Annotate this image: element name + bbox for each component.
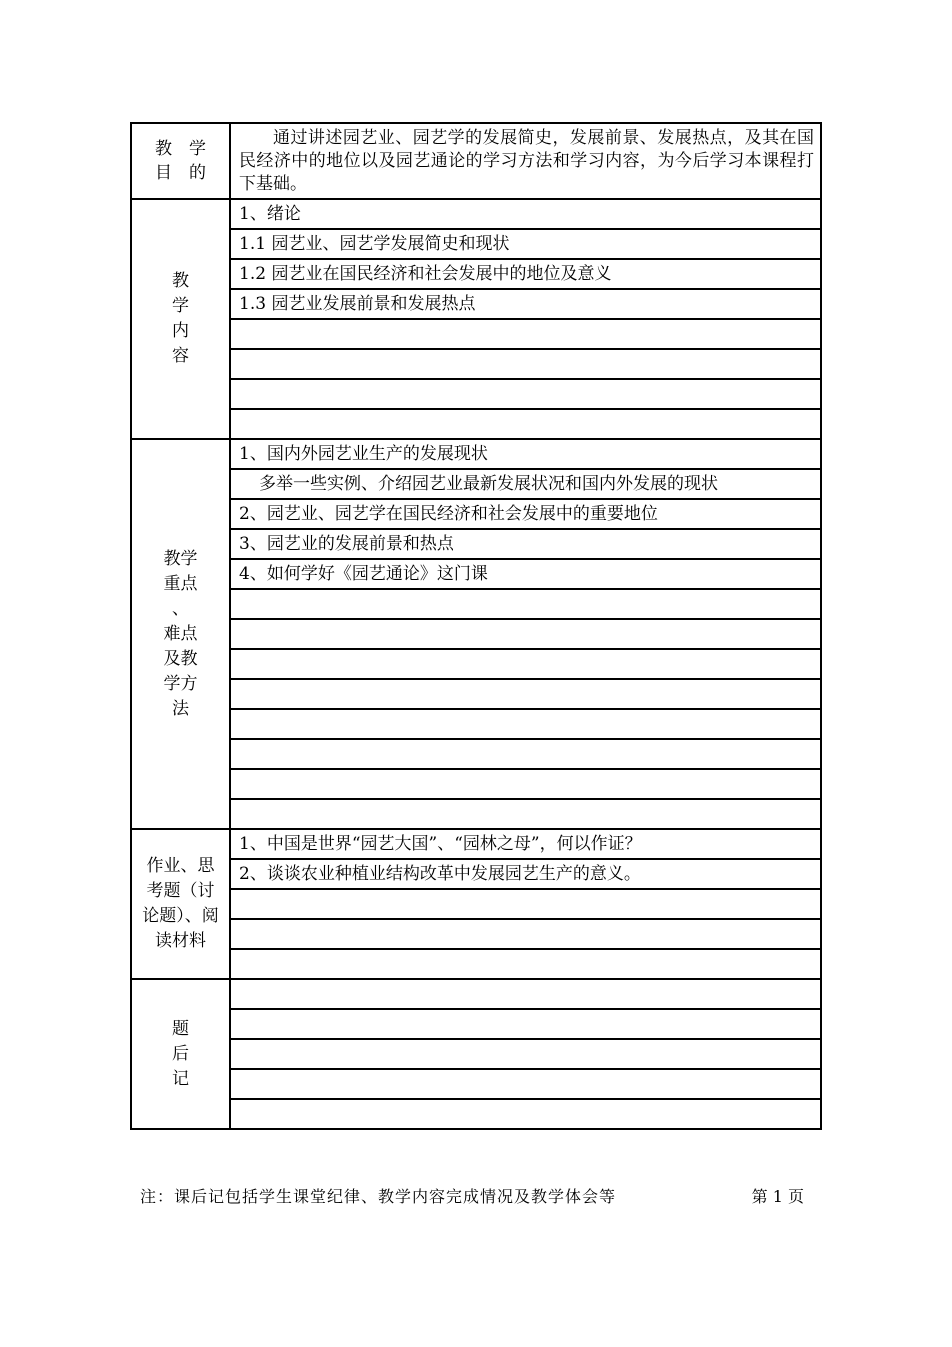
content-row bbox=[131, 259, 821, 289]
key-points-row bbox=[131, 589, 821, 619]
content-line bbox=[230, 379, 821, 409]
postscript-label-line: 后 bbox=[172, 1043, 189, 1064]
postscript-label bbox=[131, 979, 230, 1129]
key-points-line: 4、如何学好《园艺通论》这门课 bbox=[230, 559, 821, 589]
homework-line bbox=[230, 919, 821, 949]
homework-line bbox=[230, 949, 821, 979]
key-points-label-line: 法 bbox=[172, 698, 189, 719]
key-points-line bbox=[230, 619, 821, 649]
key-points-row bbox=[131, 769, 821, 799]
key-points-line bbox=[230, 649, 821, 679]
key-points-line bbox=[230, 739, 821, 769]
key-points-row bbox=[131, 559, 821, 589]
content-label-line: 教 bbox=[172, 271, 189, 291]
postscript-line bbox=[230, 1009, 821, 1039]
key-points-label bbox=[131, 439, 230, 829]
key-points-label-line: 及教 bbox=[163, 648, 198, 669]
objective-label bbox=[131, 123, 230, 199]
content-line: 1.1 园艺业、园艺学发展简史和现状 bbox=[230, 229, 821, 259]
homework-line bbox=[230, 889, 821, 919]
key-points-row bbox=[131, 739, 821, 769]
key-points-line: 2、园艺业、园艺学在国民经济和社会发展中的重要地位 bbox=[230, 499, 821, 529]
postscript-line bbox=[230, 979, 821, 1009]
homework-row bbox=[131, 889, 821, 919]
homework-row bbox=[131, 859, 821, 889]
homework-row bbox=[131, 949, 821, 979]
postscript-line bbox=[230, 1069, 821, 1099]
key-points-row bbox=[131, 529, 821, 559]
objective-label-line-2: 目 的 bbox=[155, 163, 206, 183]
objective-row bbox=[131, 123, 821, 199]
objective-text-cell bbox=[230, 123, 821, 199]
objective-label-line-1: 教 学 bbox=[155, 139, 206, 159]
content-row bbox=[131, 229, 821, 259]
homework-row bbox=[131, 829, 821, 859]
key-points-label-line: 、 bbox=[172, 598, 189, 619]
key-points-label-line: 教学 bbox=[163, 548, 198, 569]
footer-note: 注：课后记包括学生课堂纪律、教学内容完成情况及教学体会等 bbox=[140, 1187, 617, 1206]
key-points-row bbox=[131, 499, 821, 529]
content-label-line: 容 bbox=[172, 346, 189, 366]
postscript-line bbox=[230, 1099, 821, 1129]
key-points-line bbox=[230, 709, 821, 739]
page-number: 第 1 页 bbox=[751, 1187, 804, 1206]
homework-label-line: 考题（讨 bbox=[146, 881, 215, 901]
key-points-line: 3、园艺业的发展前景和热点 bbox=[230, 529, 821, 559]
content-label-line: 学 bbox=[172, 296, 189, 316]
content-row bbox=[131, 199, 821, 229]
key-points-line: 多举一些实例、介绍园艺业最新发展状况和国内外发展的现状 bbox=[230, 469, 821, 499]
objective-text: 通过讲述园艺业、园艺学的发展简史，发展前景、发展热点，及其在国民经济中的地位以及园艺通论的学习方法和学习内容，为今后学习本课程打下基础。 bbox=[239, 127, 814, 194]
postscript-row bbox=[131, 979, 821, 1009]
content-row bbox=[131, 319, 821, 349]
key-points-line: 1、国内外园艺业生产的发展现状 bbox=[230, 439, 821, 469]
key-points-line bbox=[230, 769, 821, 799]
postscript-label-line: 题 bbox=[172, 1018, 189, 1039]
content-row bbox=[131, 409, 821, 439]
content-row bbox=[131, 379, 821, 409]
key-points-row bbox=[131, 469, 821, 499]
postscript-row bbox=[131, 1009, 821, 1039]
content-line: 1.3 园艺业发展前景和发展热点 bbox=[230, 289, 821, 319]
homework-row bbox=[131, 919, 821, 949]
postscript-row bbox=[131, 1069, 821, 1099]
content-label bbox=[131, 199, 230, 439]
key-points-label-line: 重点 bbox=[163, 573, 198, 594]
content-row bbox=[131, 349, 821, 379]
homework-label-line: 作业、思 bbox=[146, 856, 215, 876]
postscript-line bbox=[230, 1039, 821, 1069]
content-line: 1.2 园艺业在国民经济和社会发展中的地位及意义 bbox=[230, 259, 821, 289]
postscript-row bbox=[131, 1099, 821, 1129]
key-points-line bbox=[230, 679, 821, 709]
key-points-row bbox=[131, 679, 821, 709]
homework-label-line: 论题）、阅 bbox=[142, 906, 219, 926]
key-points-row bbox=[131, 649, 821, 679]
homework-label bbox=[131, 829, 230, 979]
key-points-label-line: 学方 bbox=[163, 673, 198, 694]
postscript-row bbox=[131, 1039, 821, 1069]
homework-line: 2、谈谈农业种植业结构改革中发展园艺生产的意义。 bbox=[230, 859, 821, 889]
key-points-row bbox=[131, 619, 821, 649]
key-points-label-line: 难点 bbox=[163, 623, 198, 644]
content-row bbox=[131, 289, 821, 319]
key-points-row bbox=[131, 709, 821, 739]
content-line bbox=[230, 349, 821, 379]
key-points-line bbox=[230, 589, 821, 619]
postscript-label-line: 记 bbox=[172, 1068, 189, 1089]
content-line bbox=[230, 319, 821, 349]
lesson-plan-table bbox=[130, 122, 822, 1130]
content-line bbox=[230, 409, 821, 439]
page-footer bbox=[140, 1186, 804, 1208]
key-points-row bbox=[131, 799, 821, 829]
content-label-line: 内 bbox=[172, 321, 189, 341]
homework-line: 1、中国是世界“园艺大国”、“园林之母”，何以作证？ bbox=[230, 829, 821, 859]
key-points-row bbox=[131, 439, 821, 469]
homework-label-line: 读材料 bbox=[155, 931, 206, 951]
content-line: 1、绪论 bbox=[230, 199, 821, 229]
key-points-line bbox=[230, 799, 821, 829]
